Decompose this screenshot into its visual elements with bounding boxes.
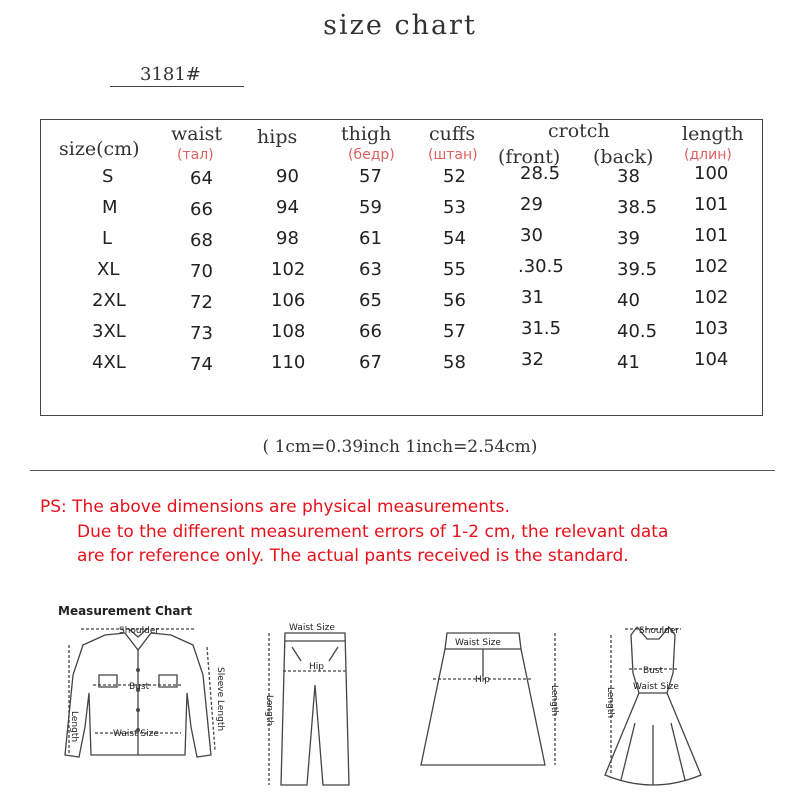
table-cell-waist: 68 [190, 230, 213, 251]
table-cell-thigh: 59 [359, 197, 382, 218]
skirt-diagram [421, 633, 555, 765]
size-header: size(cm) [59, 138, 140, 160]
dress-length-label: Length [605, 687, 615, 719]
table-cell-front: 30 [520, 225, 543, 246]
table-cell-back: 41 [617, 352, 640, 373]
table-cell-hips: 106 [271, 290, 306, 311]
page-title: size chart [323, 10, 477, 41]
table-cell-length: 104 [694, 349, 729, 370]
shirt-waist-label: Waist Size [113, 729, 159, 739]
table-cell-back: 39 [617, 228, 640, 249]
table-cell-waist: 73 [190, 323, 213, 344]
pants-hip-label: Hip [309, 662, 324, 672]
ps-line-1: PS: The above dimensions are physical measurements. [40, 497, 510, 517]
col-crotch-back: (back) [593, 146, 654, 168]
table-cell-thigh: 66 [359, 321, 382, 342]
table-cell-hips: 110 [271, 352, 306, 373]
table-cell-size: 2XL [92, 290, 126, 311]
table-cell-waist: 64 [190, 168, 213, 189]
shirt-bust-label: Bust [129, 682, 150, 692]
table-cell-thigh: 63 [359, 259, 382, 280]
table-cell-hips: 90 [276, 166, 299, 187]
skirt-hip-label: Hip [475, 675, 490, 685]
col-waist-sub: (тал) [177, 147, 214, 163]
table-cell-front: 31 [521, 287, 544, 308]
table-cell-front: 32 [521, 349, 544, 370]
table-cell-size: S [102, 166, 114, 187]
table-cell-waist: 70 [190, 261, 213, 282]
table-cell-cuffs: 58 [443, 352, 466, 373]
measurement-diagrams [55, 615, 775, 800]
shirt-shoulder-label: Shoulder [119, 626, 160, 636]
pants-length-label: Length [264, 695, 274, 727]
table-cell-cuffs: 52 [443, 166, 466, 187]
table-cell-cuffs: 54 [443, 228, 466, 249]
table-cell-cuffs: 53 [443, 197, 466, 218]
skirt-waist-label: Waist Size [455, 638, 501, 648]
shirt-sleeve-label: Sleeve Length [215, 667, 225, 732]
table-cell-hips: 98 [276, 228, 299, 249]
measurement-chart-title: Measurement Chart [58, 604, 193, 618]
dress-diagram [605, 627, 701, 785]
table-cell-back: 38.5 [617, 197, 658, 218]
col-cuffs-sub: (штан) [428, 147, 478, 163]
table-cell-front: 31.5 [521, 318, 562, 339]
table-cell-thigh: 61 [359, 228, 382, 249]
table-cell-front: 29 [520, 194, 543, 215]
table-cell-length: 103 [694, 318, 729, 339]
col-cuffs-header: cuffs [429, 123, 476, 145]
ps-line-3: are for reference only. The actual pants received is the standard. [77, 546, 629, 566]
table-cell-hips: 94 [276, 197, 299, 218]
table-cell-size: XL [97, 259, 120, 280]
col-length-sub: (длин) [684, 147, 732, 163]
dress-shoulder-label: Shoulder [639, 626, 680, 636]
col-thigh-header: thigh [341, 123, 392, 145]
table-cell-thigh: 67 [359, 352, 382, 373]
col-waist-header: waist [171, 123, 223, 145]
col-crotch-front: (front) [498, 146, 561, 168]
unit-conversion: ( 1cm=0.39inch 1inch=2.54cm) [262, 437, 538, 457]
table-cell-back: 40 [617, 290, 640, 311]
table-cell-hips: 108 [271, 321, 306, 342]
table-cell-back: 40.5 [617, 321, 658, 342]
section-divider [30, 470, 775, 471]
table-cell-size: 3XL [92, 321, 126, 342]
table-cell-length: 102 [694, 287, 729, 308]
table-cell-waist: 66 [190, 199, 213, 220]
table-cell-back: 38 [617, 166, 640, 187]
shirt-length-label: Length [69, 711, 79, 743]
col-thigh-sub: (бедр) [348, 147, 395, 163]
table-cell-front: .30.5 [518, 256, 564, 277]
model-underline [110, 86, 244, 87]
table-cell-thigh: 65 [359, 290, 382, 311]
pants-waist-label: Waist Size [289, 623, 335, 633]
table-cell-waist: 74 [190, 354, 213, 375]
table-cell-length: 101 [694, 194, 729, 215]
table-cell-thigh: 57 [359, 166, 382, 187]
pants-diagram [269, 633, 349, 785]
skirt-length-label: Length [549, 685, 559, 717]
ps-line-2: Due to the different measurement errors of 1-2 cm, the relevant data [77, 522, 669, 542]
table-cell-length: 102 [694, 256, 729, 277]
table-cell-front: 28.5 [520, 163, 561, 184]
model-number: 3181# [140, 64, 201, 85]
table-cell-length: 101 [694, 225, 729, 246]
table-cell-cuffs: 56 [443, 290, 466, 311]
col-hips-header: hips [257, 126, 298, 148]
table-cell-hips: 102 [271, 259, 306, 280]
col-length-header: length [682, 123, 744, 145]
table-cell-cuffs: 57 [443, 321, 466, 342]
table-cell-back: 39.5 [617, 259, 658, 280]
table-cell-size: M [102, 197, 118, 218]
table-cell-size: L [102, 228, 113, 249]
dress-waist-label: Waist Size [633, 682, 679, 692]
table-cell-cuffs: 55 [443, 259, 466, 280]
table-cell-size: 4XL [92, 352, 126, 373]
dress-bust-label: Bust [643, 666, 664, 676]
table-cell-waist: 72 [190, 292, 213, 313]
col-crotch-header: crotch [548, 120, 610, 142]
table-cell-length: 100 [694, 163, 729, 184]
